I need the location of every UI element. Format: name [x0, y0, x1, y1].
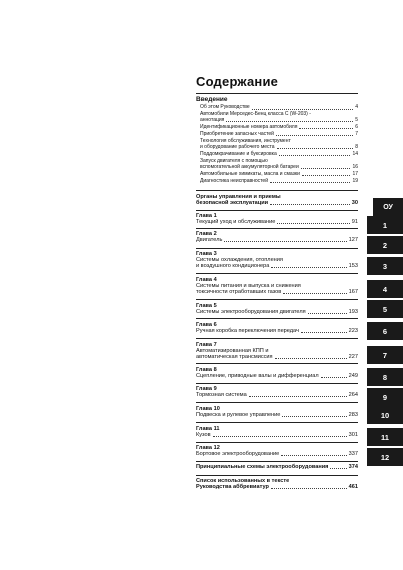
page-number: 374 — [348, 464, 358, 470]
dot-leader — [277, 148, 354, 149]
dot-leader — [213, 436, 347, 437]
entry-line — [196, 263, 358, 269]
section-rule — [196, 422, 358, 423]
chapter-heading: Глава 9 — [196, 386, 217, 392]
dot-leader — [277, 223, 349, 224]
entry-text: и воздушного кондиционера — [196, 263, 270, 270]
chapter-heading: Глава 4 — [196, 277, 217, 283]
entry-line — [200, 165, 358, 171]
page-number: 193 — [348, 309, 358, 316]
chapter-entry[interactable] — [196, 277, 358, 296]
entry-text: Принципиальные схемы электрооборудования — [196, 464, 329, 470]
section-rule — [196, 363, 358, 364]
entry-line — [196, 237, 358, 243]
chapter-heading: Глава 8 — [196, 367, 217, 373]
page-number: 249 — [348, 373, 358, 380]
entry-line — [196, 328, 358, 334]
page-number: 17 — [352, 170, 358, 177]
chapter-heading: Глава 3 — [196, 251, 217, 257]
chapter-tab[interactable]: 11 — [367, 428, 403, 446]
dot-leader — [271, 488, 347, 489]
dot-leader — [276, 135, 353, 136]
section-rule — [196, 299, 358, 300]
page-number: 4 — [355, 104, 358, 110]
section-rule — [196, 402, 358, 403]
page-number: 6 — [355, 123, 358, 130]
entry-text: Приобретение запасных частей — [200, 130, 274, 137]
entry-text: Органы управления и приемы — [196, 194, 281, 200]
entry-text: Автомобили Мерседес-Бенц класса С (W-203) - — [200, 111, 311, 117]
section-rule — [196, 190, 358, 191]
chapter-entry[interactable] — [196, 478, 358, 490]
intro-list — [200, 105, 358, 186]
entry-text: Автоматизированная КПП и — [196, 348, 269, 355]
dot-leader — [301, 168, 351, 169]
title-rule — [196, 93, 358, 94]
page-title: Содержание — [196, 74, 279, 89]
entry-text: Бортовое электрооборудование — [196, 451, 280, 458]
entry-line — [196, 464, 358, 470]
entry-text: Руководства аббревиатур — [196, 484, 269, 491]
chapter-entry[interactable] — [196, 322, 358, 334]
chapter-entry[interactable] — [196, 445, 358, 457]
entry-text: Автомобильные химикаты, масла и смазки — [200, 170, 300, 177]
entry-text: Двигатель — [196, 237, 223, 244]
chapter-heading: Глава 1 — [196, 213, 217, 219]
entry-text: Тормозная система — [196, 392, 247, 399]
section-rule — [196, 273, 358, 274]
entry-text: Поддомкрачивание и буксировка — [200, 150, 277, 157]
chapter-heading: Глава 5 — [196, 303, 217, 309]
entry-line — [196, 432, 358, 438]
dot-leader — [271, 267, 346, 268]
page-number: 301 — [348, 432, 358, 439]
chapter-tab[interactable]: ОУ — [373, 198, 403, 216]
entry-line — [200, 145, 358, 151]
dot-leader — [275, 358, 347, 359]
section-rule — [196, 318, 358, 319]
dot-leader — [270, 182, 350, 183]
section-rule — [196, 338, 358, 339]
entry-line — [196, 412, 358, 418]
page-number: 127 — [348, 237, 358, 244]
page-number: 5 — [355, 116, 358, 123]
entry-text: Кузов — [196, 432, 211, 439]
entry-line — [196, 392, 358, 398]
page-number: 91 — [351, 219, 358, 226]
dot-leader — [252, 109, 354, 110]
entry-text: и оборудование рабочего места — [200, 143, 275, 150]
entry-text: токсичности отработавших газов — [196, 289, 282, 296]
entry-text: аннотация — [200, 116, 225, 123]
entry-text: Ручная коробка переключения передач — [196, 328, 299, 335]
chapter-tab[interactable]: 8 — [367, 368, 403, 386]
page-number: 30 — [351, 200, 358, 207]
page-number: 19 — [352, 177, 358, 184]
page-number: 223 — [348, 328, 358, 335]
chapter-entry[interactable] — [196, 386, 358, 398]
dot-leader — [226, 121, 353, 122]
dot-leader — [224, 241, 346, 242]
chapter-tab[interactable]: 5 — [367, 300, 403, 318]
entry-text: Системы питания и выпуска и снижения — [196, 283, 301, 290]
entry-line — [196, 354, 358, 360]
entry-line — [200, 125, 358, 131]
chapter-heading: Глава 2 — [196, 231, 217, 237]
chapter-tab[interactable]: 4 — [367, 280, 403, 298]
dot-leader — [299, 128, 353, 129]
entry-line — [196, 484, 358, 490]
entry-line — [200, 172, 358, 178]
chapter-entry[interactable] — [196, 194, 358, 206]
chapter-entry[interactable] — [196, 231, 358, 243]
chapter-tab[interactable]: 12 — [367, 448, 403, 466]
entry-line — [196, 451, 358, 457]
chapter-heading: Глава 12 — [196, 445, 220, 451]
entry-text: Подвеска и рулевое управление — [196, 412, 281, 419]
entry-text: Сцепление, приводные валы и дифференциал — [196, 373, 319, 380]
intro-entry[interactable] — [200, 179, 358, 185]
section-rule — [196, 248, 358, 249]
chapter-entry[interactable] — [196, 342, 358, 361]
entry-text: Технология обслуживания, инструмент — [200, 137, 291, 144]
chapter-tab[interactable]: 1 — [367, 216, 403, 234]
page-number: 264 — [348, 392, 358, 399]
entry-text: Текущий уход и обслуживание — [196, 219, 276, 226]
dot-leader — [249, 396, 347, 397]
entry-line — [200, 179, 358, 185]
intro-entry[interactable] — [200, 112, 358, 124]
entry-line — [196, 219, 358, 225]
entry-text: Идентификационные номера автомобиля — [200, 123, 298, 130]
entry-text: безопасной эксплуатации — [196, 200, 269, 207]
intro-heading: Введение — [196, 96, 228, 103]
section-rule — [196, 383, 358, 384]
chapter-tab[interactable]: 10 — [367, 406, 403, 424]
entry-line — [196, 373, 358, 379]
chapter-heading: Глава 10 — [196, 406, 220, 412]
page-number: 461 — [348, 484, 358, 491]
entry-text: Системы электрооборудования двигателя — [196, 309, 306, 316]
chapter-tab[interactable]: 6 — [367, 322, 403, 340]
intro-entry[interactable] — [200, 172, 358, 178]
page-number: 7 — [355, 130, 358, 137]
entry-line — [196, 200, 358, 206]
chapter-tab[interactable]: 2 — [367, 236, 403, 254]
entry-text: автоматическая трансмиссия — [196, 354, 273, 361]
chapter-tab[interactable]: 3 — [367, 257, 403, 275]
entry-line — [196, 309, 358, 315]
dot-leader — [321, 377, 347, 378]
chapter-entry[interactable] — [196, 464, 358, 470]
page-number: 227 — [348, 354, 358, 361]
dot-leader — [283, 293, 346, 294]
chapter-heading: Глава 11 — [196, 426, 220, 432]
dot-leader — [279, 155, 351, 156]
entry-text: Об этом Руководстве — [200, 104, 250, 110]
chapter-entry[interactable] — [196, 303, 358, 315]
page-number: 167 — [348, 289, 358, 296]
intro-entry[interactable] — [200, 139, 358, 151]
entry-line — [200, 118, 358, 124]
entry-text: Системы охлаждения, отопления — [196, 257, 283, 264]
chapter-tab[interactable]: 9 — [367, 388, 403, 406]
chapter-heading: Глава 6 — [196, 322, 217, 328]
dot-leader — [308, 313, 347, 314]
intro-entry[interactable] — [200, 159, 358, 171]
page-number: 16 — [352, 163, 358, 170]
entry-text: вспомогательной аккумуляторной батареи — [200, 163, 299, 170]
chapter-entry[interactable] — [196, 406, 358, 418]
dot-leader — [302, 175, 351, 176]
section-rule — [196, 461, 358, 462]
chapter-heading: Глава 7 — [196, 342, 217, 348]
section-rule — [196, 475, 358, 476]
section-rule — [196, 442, 358, 443]
entry-text: Диагностика неисправностей — [200, 177, 268, 184]
intro-entry[interactable] — [200, 125, 358, 131]
chapter-tab[interactable]: 7 — [367, 346, 403, 364]
page-number: 14 — [352, 150, 358, 157]
chapter-entry[interactable] — [196, 251, 358, 270]
dot-leader — [281, 455, 346, 456]
chapter-entry[interactable] — [196, 426, 358, 438]
dot-leader — [330, 468, 346, 469]
page-number: 8 — [355, 143, 358, 150]
dot-leader — [301, 332, 347, 333]
entry-text: Запуск двигателя с помощью — [200, 157, 268, 164]
page-number: 153 — [348, 263, 358, 270]
page-number: 283 — [348, 412, 358, 419]
chapter-entry[interactable] — [196, 367, 358, 379]
chapter-entry[interactable] — [196, 213, 358, 225]
entry-line — [196, 289, 358, 295]
entry-text: Список использованных в тексте — [196, 478, 290, 484]
section-rule — [196, 228, 358, 229]
page-number: 337 — [348, 451, 358, 458]
dot-leader — [282, 416, 346, 417]
dot-leader — [270, 204, 350, 205]
section-rule — [196, 210, 358, 211]
